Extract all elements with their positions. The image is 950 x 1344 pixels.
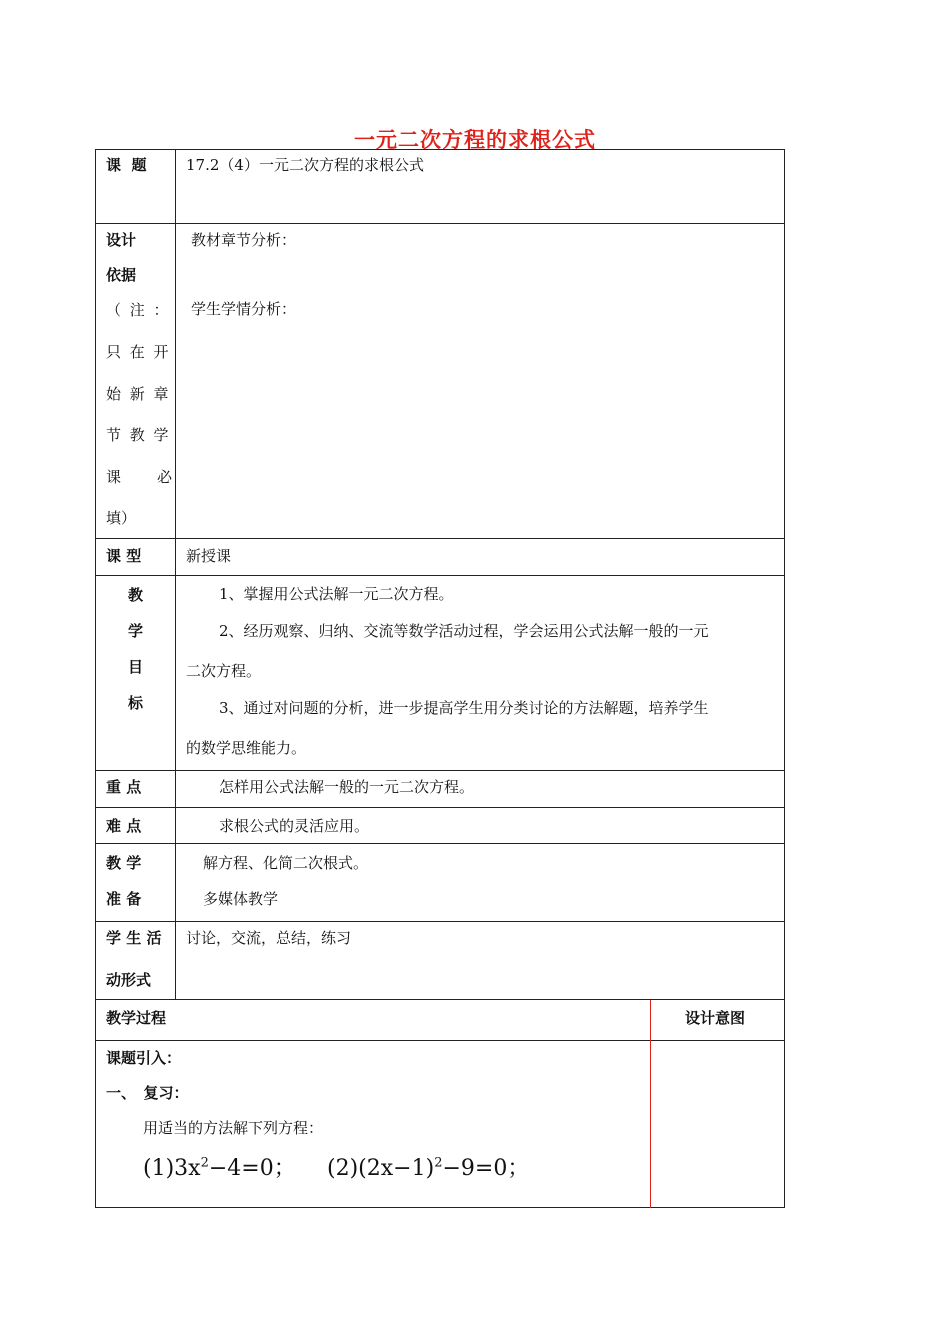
objective-line: 二次方程。 — [186, 662, 262, 680]
row-divider — [95, 538, 785, 539]
process-header-divider-right — [651, 1040, 785, 1041]
equation-1: $(1)3x^2-4=0$； — [143, 1155, 296, 1181]
student-analysis: 学生学情分析： — [191, 300, 297, 318]
lesson-type-label: 课 型 — [106, 547, 142, 565]
row-divider — [95, 223, 785, 224]
row-divider — [95, 770, 785, 771]
design-label-line: 课 必 — [106, 468, 175, 486]
topic-label: 课 题 — [106, 156, 147, 174]
design-label-line: 节 教 学 — [106, 426, 171, 444]
design-label-line: （ 注 ： — [106, 301, 171, 319]
design-label-line: 设计 — [106, 231, 137, 249]
equation-2: $(2)(2x-1)^2-9=0$； — [327, 1155, 530, 1181]
objectives-label-char: 目 — [128, 658, 144, 676]
design-label-line: 依据 — [106, 266, 137, 284]
row-divider — [95, 921, 785, 922]
process-header-left: 教学过程 — [106, 1009, 167, 1027]
preparation-label: 教 学 — [106, 854, 142, 872]
review-instruction: 用适当的方法解下列方程： — [143, 1119, 324, 1137]
activity-value: 讨论，交流，总结，练习 — [186, 929, 352, 947]
objective-line: 1、掌握用公式法解一元二次方程。 — [219, 585, 454, 603]
preparation-line: 解方程、化简二次根式。 — [203, 854, 369, 872]
activity-label: 动形式 — [106, 971, 152, 989]
objectives-label-char: 教 — [128, 586, 144, 604]
design-label-line: 只 在 开 — [106, 343, 171, 361]
row-divider — [95, 807, 785, 808]
row-divider — [95, 843, 785, 844]
lesson-type-value: 新授课 — [186, 547, 232, 565]
activity-label: 学 生 活 — [106, 929, 162, 947]
review-heading: 一、 复习： — [106, 1084, 189, 1102]
difficulty-value: 求根公式的灵活应用。 — [219, 817, 370, 835]
process-header-divider — [95, 1040, 651, 1041]
row-divider — [95, 575, 785, 576]
key-point-label: 重 点 — [106, 778, 142, 796]
objective-line: 2、经历观察、归纳、交流等数学活动过程，学会运用公式法解一般的一元 — [219, 622, 709, 640]
preparation-label: 准 备 — [106, 890, 142, 908]
preparation-line: 多媒体教学 — [203, 890, 279, 908]
design-label-line: 填） — [106, 509, 137, 527]
key-point-value: 怎样用公式法解一般的一元二次方程。 — [219, 778, 475, 796]
topic-value: 17.2（4）一元二次方程的求根公式 — [186, 156, 424, 174]
textbook-analysis: 教材章节分析： — [191, 231, 297, 249]
design-label-line: 始 新 章 — [106, 385, 171, 403]
page-title: 一元二次方程的求根公式 — [354, 128, 596, 152]
objective-line: 的数学思维能力。 — [186, 739, 307, 757]
objectives-label-char: 学 — [128, 622, 144, 640]
intro-heading: 课题引入： — [106, 1049, 182, 1067]
objective-line: 3、通过对问题的分析，进一步提高学生用分类讨论的方法解题，培养学生 — [219, 699, 709, 717]
process-column-divider — [650, 1000, 651, 1208]
process-header-right: 设计意图 — [685, 1009, 746, 1027]
difficulty-label: 难 点 — [106, 817, 142, 835]
objectives-label-char: 标 — [128, 694, 144, 712]
